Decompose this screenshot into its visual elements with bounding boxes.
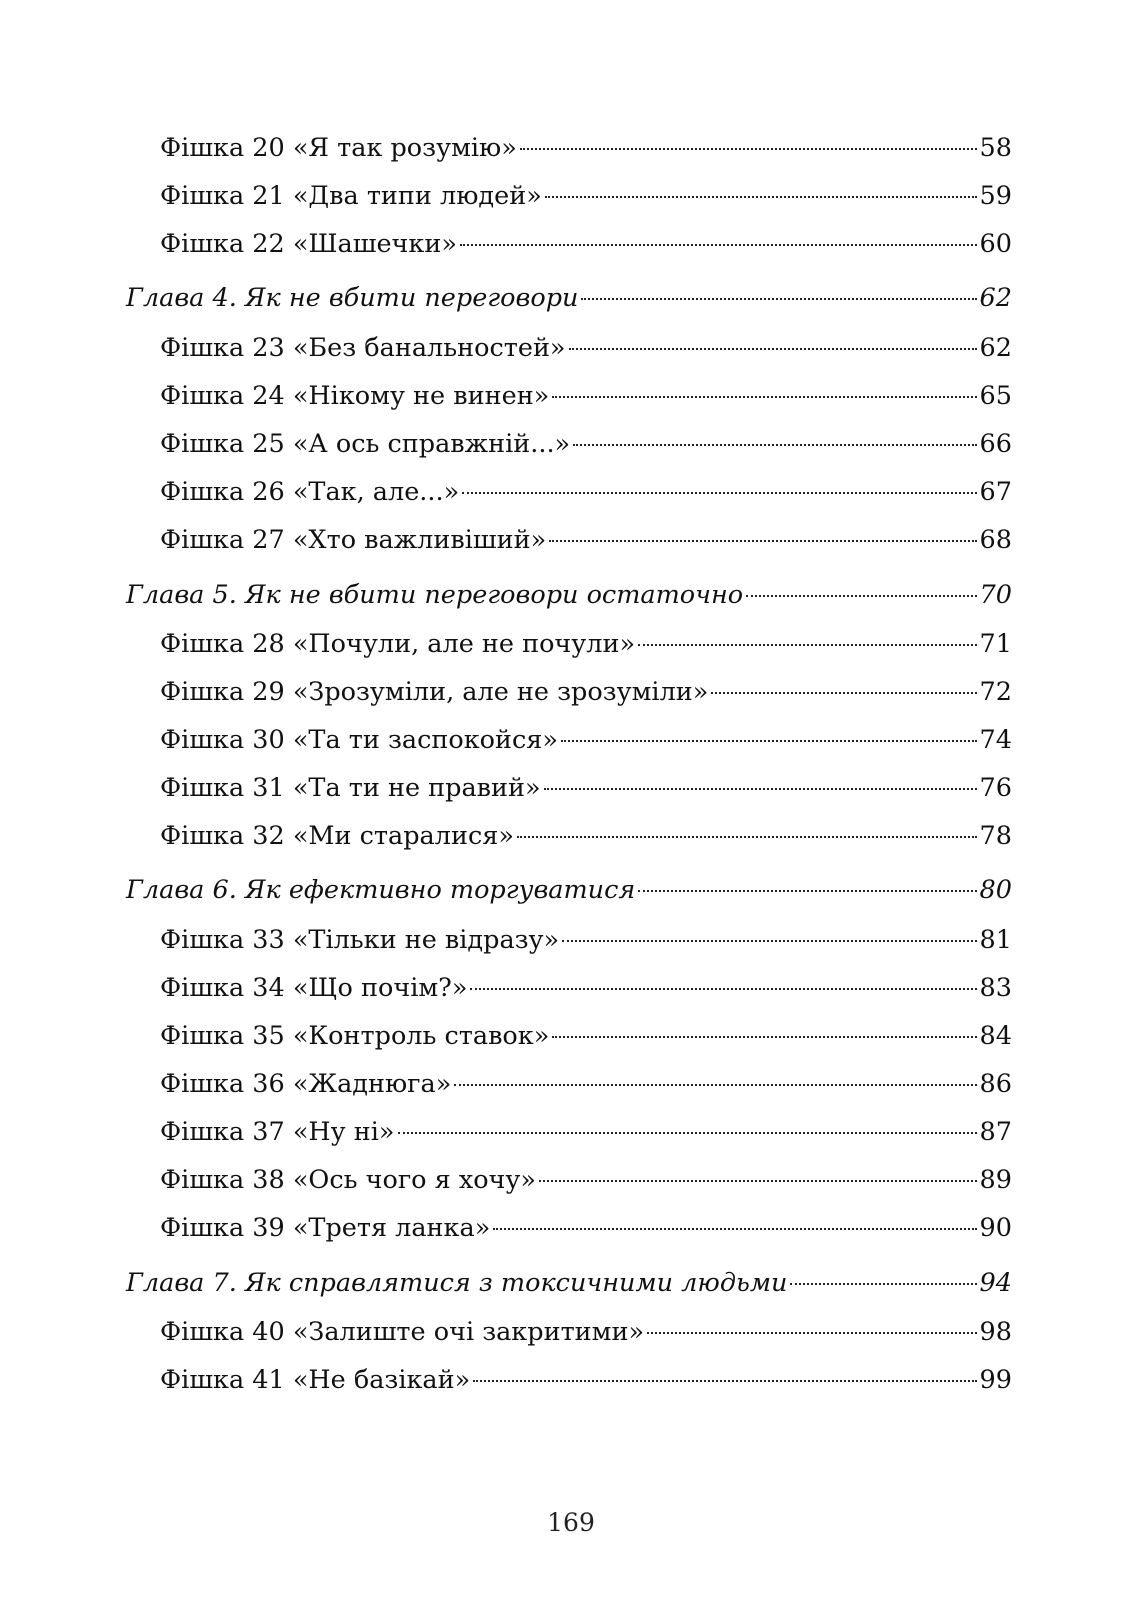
page-ref: 98: [979, 1317, 1012, 1347]
dot-leader: [517, 836, 977, 838]
page-ref: 84: [979, 1021, 1012, 1051]
page-ref: 87: [979, 1117, 1012, 1147]
page-ref: 66: [979, 429, 1012, 459]
entry-title: Фішка 29 «Зрозуміли, але не зрозуміли»: [160, 677, 709, 707]
toc-entry-row: [0, 1213, 1012, 1253]
entry-title: Фішка 33 «Тільки не відразу»: [160, 925, 560, 955]
toc-entry-row: [0, 477, 1012, 517]
toc-entry-row: [0, 229, 1012, 269]
page-ref: 60: [979, 229, 1012, 259]
toc-entry-row: [0, 677, 1012, 717]
dot-leader: [544, 788, 977, 790]
dot-leader: [460, 244, 977, 246]
entry-title: Фішка 41 «Не базікай»: [160, 1365, 471, 1395]
page-ref: 72: [979, 677, 1012, 707]
page-ref: 99: [979, 1365, 1012, 1395]
page-ref: 70: [979, 580, 1012, 610]
toc-chapter-row: [0, 580, 1012, 620]
entry-title: Фішка 21 «Два типи людей»: [160, 181, 542, 211]
entry-title: Фішка 32 «Ми старалися»: [160, 821, 514, 851]
page-ref: 94: [979, 1268, 1012, 1298]
chapter-title: Глава 7. Як справлятися з токсичними людьми: [126, 1268, 788, 1298]
page-ref: 78: [979, 821, 1012, 851]
entry-title: Фішка 25 «А ось справжній...»: [160, 429, 571, 459]
dot-leader: [470, 988, 976, 990]
toc-entry-row: [0, 1117, 1012, 1157]
entry-title: Фішка 39 «Третя ланка»: [160, 1213, 491, 1243]
dot-leader: [711, 692, 976, 694]
dot-leader: [520, 148, 977, 150]
toc-entry-row: [0, 973, 1012, 1013]
toc-chapter-row: [0, 1268, 1012, 1308]
toc-entry-row: [0, 133, 1012, 173]
toc-entry-row: [0, 773, 1012, 813]
toc-entry-row: [0, 629, 1012, 669]
page-ref: 81: [979, 925, 1012, 955]
dot-leader: [493, 1228, 976, 1230]
entry-title: Фішка 23 «Без банальностей»: [160, 333, 566, 363]
page-ref: 83: [979, 973, 1012, 1003]
entry-title: Фішка 38 «Ось чого я хочу»: [160, 1165, 537, 1195]
chapter-title: Глава 6. Як ефективно торгуватися: [126, 875, 636, 905]
toc-entry-row: [0, 525, 1012, 565]
toc-entry-row: [0, 1069, 1012, 1109]
page-ref: 58: [979, 133, 1012, 163]
toc-entry-row: [0, 429, 1012, 469]
toc-entry-row: [0, 1021, 1012, 1061]
dot-leader: [638, 890, 976, 892]
entry-title: Фішка 37 «Ну ні»: [160, 1117, 395, 1147]
page-ref: 71: [979, 629, 1012, 659]
page-ref: 62: [979, 333, 1012, 363]
toc-entry-row: [0, 1165, 1012, 1205]
page-ref: 65: [979, 381, 1012, 411]
toc-entry-row: [0, 725, 1012, 765]
page-ref: 59: [979, 181, 1012, 211]
toc-entry-row: [0, 925, 1012, 965]
entry-title: Фішка 28 «Почули, але не почули»: [160, 629, 636, 659]
entry-title: Фішка 31 «Та ти не правий»: [160, 773, 541, 803]
dot-leader: [539, 1180, 977, 1182]
dot-leader: [462, 492, 976, 494]
toc-entry-row: [0, 1365, 1012, 1405]
page-ref: 76: [979, 773, 1012, 803]
entry-title: Фішка 34 «Що почім?»: [160, 973, 468, 1003]
dot-leader: [398, 1132, 977, 1134]
dot-leader: [552, 396, 976, 398]
entry-title: Фішка 35 «Контроль ставок»: [160, 1021, 550, 1051]
toc-entry-row: [0, 821, 1012, 861]
dot-leader: [552, 1036, 976, 1038]
entry-title: Фішка 36 «Жаднюга»: [160, 1069, 452, 1099]
dot-leader: [569, 348, 977, 350]
dot-leader: [647, 1332, 976, 1334]
entry-title: Фішка 30 «Та ти заспокойся»: [160, 725, 558, 755]
entry-title: Фішка 26 «Так, але...»: [160, 477, 460, 507]
toc-entry-row: [0, 333, 1012, 373]
dot-leader: [454, 1084, 976, 1086]
toc-chapter-row: [0, 283, 1012, 323]
toc-entry-row: [0, 381, 1012, 421]
page-ref: 74: [979, 725, 1012, 755]
entry-title: Фішка 40 «Залиште очі закритими»: [160, 1317, 645, 1347]
dot-leader: [473, 1380, 976, 1382]
toc-entry-row: [0, 1317, 1012, 1357]
page-ref: 90: [979, 1213, 1012, 1243]
entry-title: Фішка 24 «Нікому не винен»: [160, 381, 550, 411]
page-ref: 67: [979, 477, 1012, 507]
toc-chapter-row: [0, 875, 1012, 915]
entry-title: Фішка 27 «Хто важливіший»: [160, 525, 547, 555]
dot-leader: [638, 644, 976, 646]
page-ref: 68: [979, 525, 1012, 555]
entry-title: Фішка 20 «Я так розумію»: [160, 133, 517, 163]
dot-leader: [581, 298, 976, 300]
dot-leader: [561, 740, 977, 742]
page-ref: 86: [979, 1069, 1012, 1099]
dot-leader: [562, 940, 976, 942]
chapter-title: Глава 5. Як не вбити переговори остаточно: [126, 580, 744, 610]
page-number: 169: [547, 1508, 595, 1537]
dot-leader: [573, 444, 976, 446]
page-ref: 80: [979, 875, 1012, 905]
page-ref: 62: [979, 283, 1012, 313]
toc-entry-row: [0, 181, 1012, 221]
dot-leader: [545, 196, 977, 198]
dot-leader: [549, 540, 976, 542]
dot-leader: [746, 595, 976, 597]
entry-title: Фішка 22 «Шашечки»: [160, 229, 457, 259]
chapter-title: Глава 4. Як не вбити переговори: [126, 283, 579, 313]
page-ref: 89: [979, 1165, 1012, 1195]
dot-leader: [790, 1283, 976, 1285]
